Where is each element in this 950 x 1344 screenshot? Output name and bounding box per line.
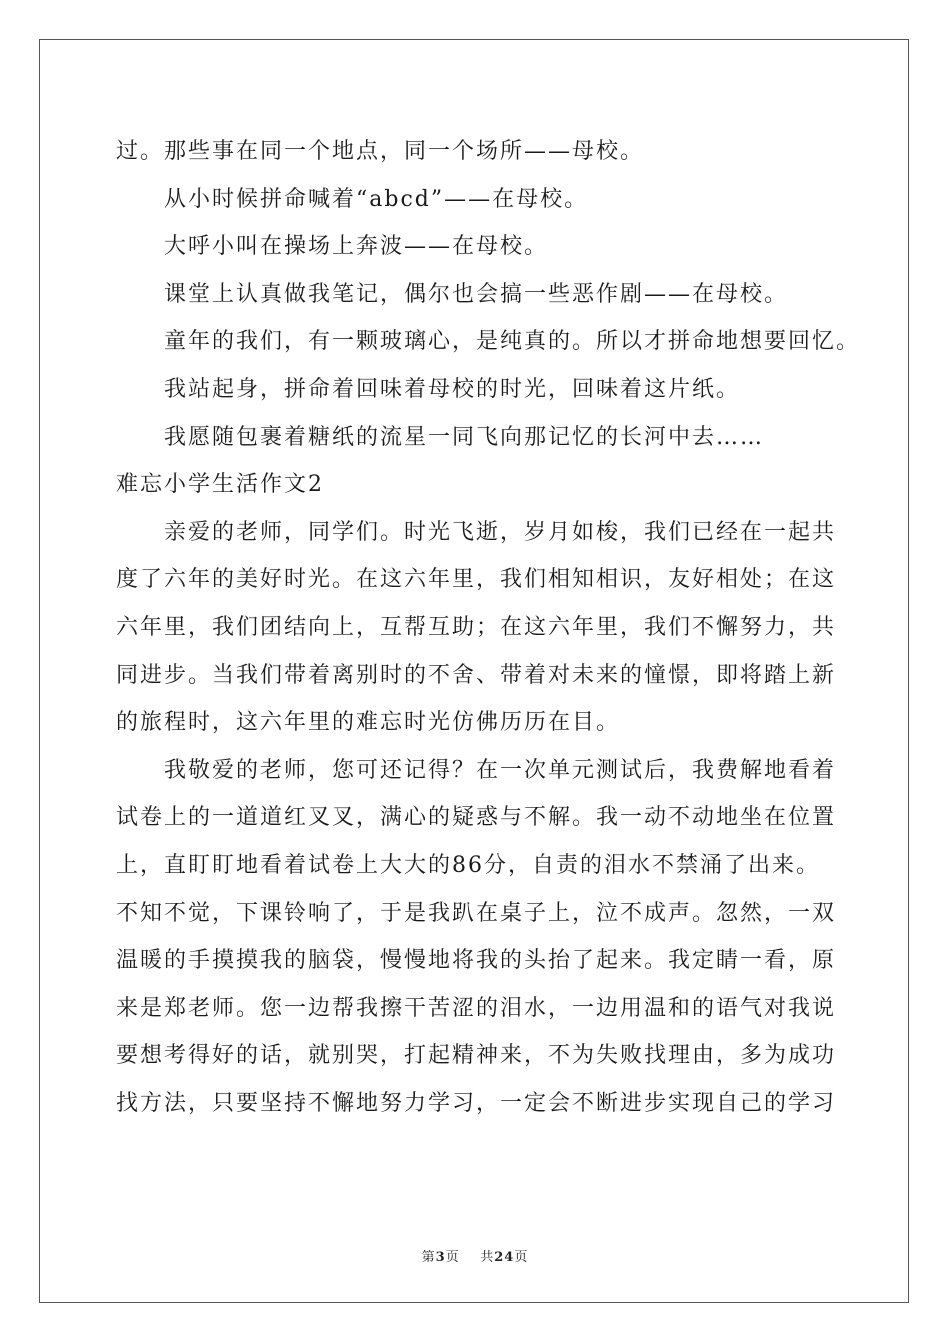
- text-line: 度了六年的美好时光。在这六年里，我们相知相识，友好相处；在这: [116, 567, 837, 593]
- page-suffix: 页: [445, 1250, 460, 1265]
- page-prefix: 第: [421, 1250, 436, 1265]
- text-line: 从小时候拼命喊着“abcd”——在母校。: [164, 186, 589, 212]
- text-line: 找方法，只要坚持不懈地努力学习，一定会不断进步实现自己的学习: [116, 1090, 837, 1116]
- text-line: 课堂上认真做我笔记，偶尔也会搞一些恶作剧——在母校。: [164, 281, 789, 307]
- total-pages: 24: [494, 1250, 515, 1265]
- text-line: 同进步。当我们带着离别时的不舍、带着对未来的憧憬，即将踏上新: [116, 662, 837, 688]
- total-prefix: 共: [480, 1250, 495, 1265]
- text-line: 试卷上的一道道红叉叉，满心的疑惑与不解。我一动不动地坐在位置: [116, 805, 837, 831]
- text-line: 温暖的手摸摸我的脑袋，慢慢地将我的头抬了起来。我定睛一看，原: [116, 948, 837, 974]
- text-line: 来是郑老师。您一边帮我擦干苦涩的泪水，一边用温和的语气对我说: [116, 995, 837, 1021]
- page-number: 3: [435, 1250, 446, 1265]
- text-line: 大呼小叫在操场上奔波——在母校。: [164, 234, 549, 260]
- text-line: 上，直盯盯地看着试卷上大大的86分，自责的泪水不禁涌了出来。: [116, 852, 820, 878]
- page-footer: [0, 1246, 950, 1265]
- text-line: 我愿随包裹着糖纸的流星一同飞向那记忆的长河中去……: [164, 424, 765, 450]
- text-line: 童年的我们，有一颗玻璃心，是纯真的。所以才拼命地想要回忆。: [164, 329, 861, 355]
- text-line: 的旅程时，这六年里的难忘时光仿佛历历在目。: [116, 710, 621, 736]
- document-body: [116, 128, 861, 1127]
- text-line: 亲爱的老师，同学们。时光飞逝，岁月如梭，我们已经在一起共: [164, 519, 837, 545]
- text-line: 要想考得好的话，就别哭，打起精神来，不为失败找理由，多为成功: [116, 1043, 837, 1069]
- text-line: 我敬爱的老师，您可还记得？在一次单元测试后，我费解地看着: [164, 757, 837, 783]
- section-heading: 难忘小学生活作文2: [116, 472, 324, 498]
- text-line: 过。那些事在同一个地点，同一个场所——母校。: [116, 139, 645, 164]
- total-suffix: 页: [514, 1250, 529, 1265]
- text-line: 我站起身，拼命着回味着母校的时光，回味着这片纸。: [164, 376, 741, 402]
- text-line: 不知不觉，下课铃响了，于是我趴在桌子上，泣不成声。忽然，一双: [116, 900, 837, 926]
- text-line: 六年里，我们团结向上，互帮互助；在这六年里，我们不懈努力，共: [116, 614, 837, 640]
